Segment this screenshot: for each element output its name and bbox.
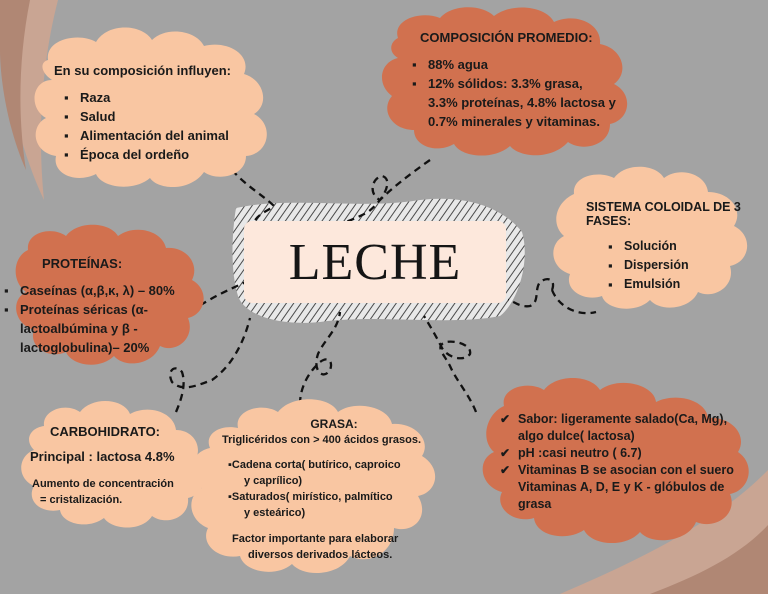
fat-subtitle: Triglicéridos con > 400 ácidos grasos. [222,434,421,446]
fat-saturated-line: ▪Saturados( mirístico, palmítico [228,491,393,503]
carbs-principal: Principal : lactosa 4.8% [30,449,175,464]
carbs-heading: CARBOHIDRATO: [50,424,161,439]
fat-short-chain-line: y caprílico) [244,475,303,487]
fat-factor-line: diversos derivados lácteos. [248,549,393,561]
proteins-section [2,256,175,357]
composition-item-continued: 3.3% proteínas, 4.8% lactosa y [428,95,616,110]
colloid-item: ▪ Dispersión [606,256,741,275]
influences-heading: En su composición influyen: [54,63,231,78]
influence-item: ▪ Época del ordeño [62,145,231,164]
carbs-section [30,424,175,508]
composition-heading: COMPOSICIÓN PROMEDIO: [420,30,593,45]
protein-item-line: lactoalbúmina y β - [20,321,138,336]
center-title: LECHE [288,233,462,291]
property-line: algo dulce( lactosa) [518,429,635,443]
influence-item: ▪ Salud [62,107,231,126]
property-line: Sabor: ligeramente salado(Ca, Mg), [518,412,728,426]
composition-item: ▪ 88% agua [410,55,616,74]
fat-heading: GRASA: [310,417,358,431]
fat-saturated-line: y esteárico) [244,507,306,519]
influences-section [54,63,231,164]
fat-section [222,416,436,563]
colloid-item: ▪ Solución [606,237,741,256]
protein-item: ▪ Caseínas (α,β,κ, λ) – 80% [2,281,175,300]
colloid-heading-line2: FASES: [586,214,632,228]
property-line: grasa [518,497,552,511]
fat-short-chain-line: ▪Cadena corta( butírico, caproico [228,459,401,471]
property-line: pH :casi neutro ( 6.7) [518,446,642,460]
composition-item-continued: 0.7% minerales y vitaminas. [428,114,600,129]
colloid-section [586,200,741,294]
protein-item-line: lactoglobulina)– 20% [20,340,150,355]
property-item [500,411,734,445]
fat-factor-line: Factor importante para elaborar [232,533,399,545]
connector-properties [424,316,476,412]
proteins-heading: PROTEÍNAS: [42,256,123,271]
property-line: Vitaminas B se asocian con el suero [518,463,734,477]
center-title-box [244,221,506,303]
properties-section [500,411,734,513]
colloid-item: ▪ Emulsión [606,275,741,294]
property-item [500,462,734,513]
property-item [500,445,734,462]
property-line: Vitaminas A, D, E y K - glóbulos de [518,480,725,494]
connector-fat [300,312,340,404]
composition-section [420,30,616,131]
colloid-heading-line1: SISTEMA COLOIDAL DE 3 [586,200,741,214]
protein-item [2,300,175,357]
influence-item: ▪ Raza [62,88,231,107]
carbs-note-line: = cristalización. [40,494,123,506]
influence-item: ▪ Alimentación del animal [62,126,231,145]
carbs-note-line: Aumento de concentración [32,478,174,490]
protein-item-line: Proteínas séricas (α- [20,302,148,317]
composition-item: ▪ 12% sólidos: 3.3% grasa, [410,74,616,93]
